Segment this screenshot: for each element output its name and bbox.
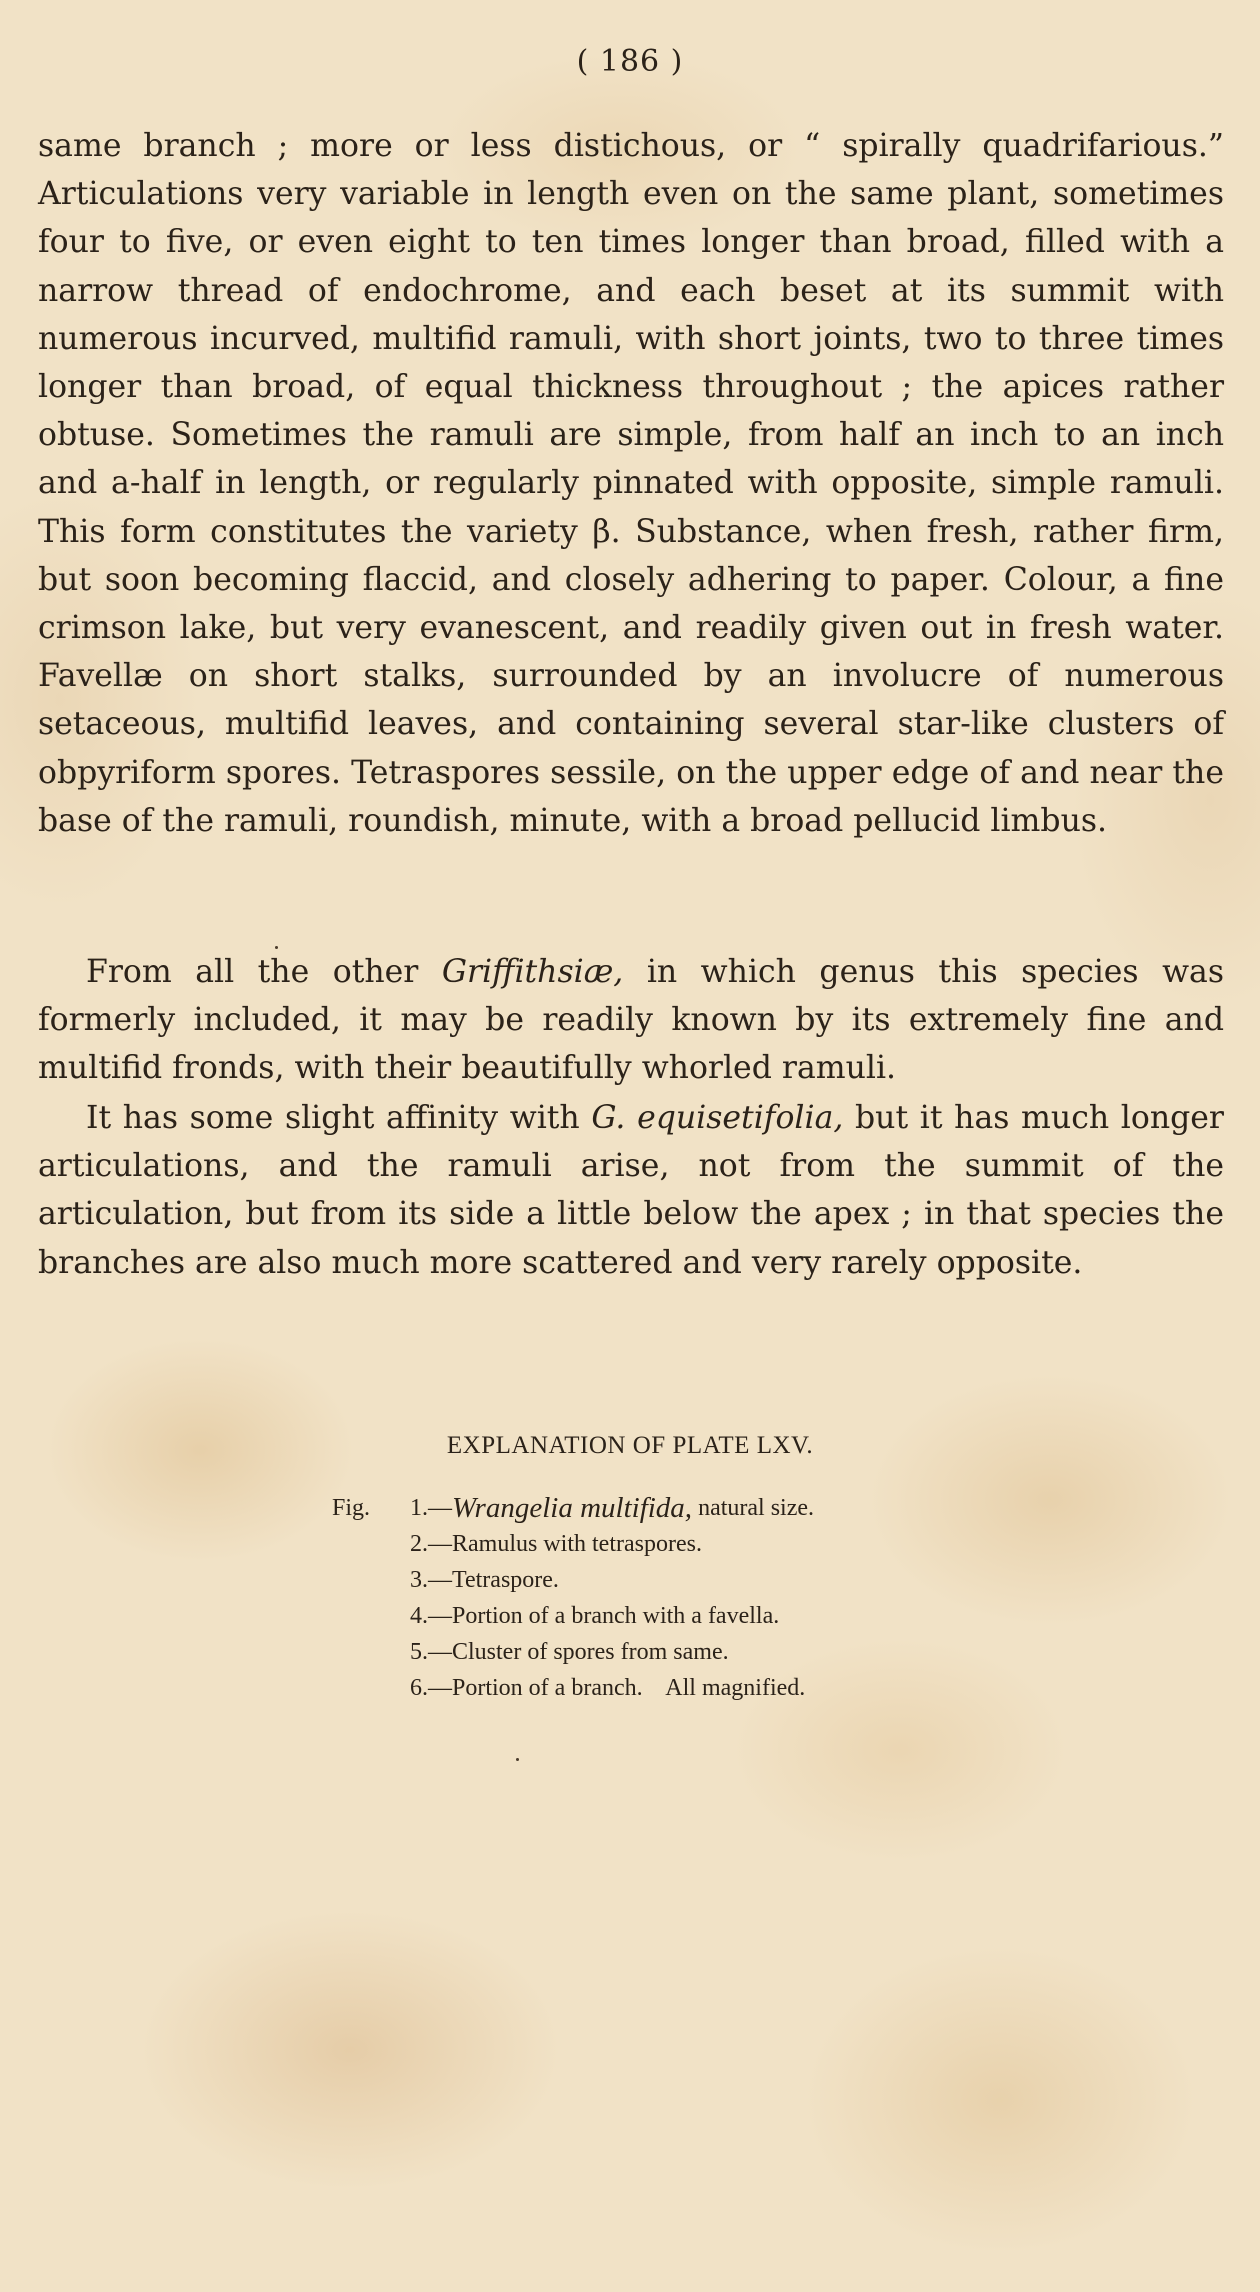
- figure-prefix: [332, 1562, 396, 1598]
- figure-prefix: Fig.: [332, 1495, 371, 1521]
- figure-item-5: [332, 1634, 814, 1670]
- paragraph-text: but it has much longer articulations, and the ramuli arise, not from the summit of the articulation, but from its side a little below the apex ; in that species the branches are also much more scattered and very rarely opposite.: [38, 1100, 1224, 1281]
- figure-dash: —: [428, 1567, 452, 1593]
- figure-prefix: [332, 1634, 396, 1670]
- figure-caption: Portion of a branch. All magnified.: [452, 1675, 806, 1701]
- ink-speck: [516, 1758, 519, 1761]
- figure-dash: —: [428, 1675, 452, 1701]
- figure-species: Wrangelia multifida,: [452, 1492, 693, 1524]
- figure-prefix: [332, 1598, 396, 1634]
- figure-number: 5.: [410, 1639, 428, 1665]
- figure-caption: Ramulus with tetraspores.: [452, 1531, 702, 1557]
- figure-number: 2.: [410, 1531, 428, 1557]
- figure-item-1: [332, 1490, 814, 1526]
- figure-prefix: [332, 1670, 396, 1706]
- paragraph-affinity: [38, 1094, 1224, 1287]
- figure-caption: Tetraspore.: [452, 1567, 559, 1593]
- figure-caption: Cluster of spores from same.: [452, 1639, 729, 1665]
- plate-explanation-heading: EXPLANATION OF PLATE LXV.: [446, 1432, 814, 1459]
- figure-caption: natural size.: [692, 1495, 815, 1521]
- figure-item-6: [332, 1670, 814, 1706]
- page-number: ( 186 ): [576, 44, 684, 79]
- figure-item-4: [332, 1598, 814, 1634]
- figure-caption: Portion of a branch with a favella.: [452, 1603, 780, 1629]
- figure-number: 3.: [410, 1567, 428, 1593]
- figure-dash: —: [428, 1603, 452, 1629]
- figure-item-3: [332, 1562, 814, 1598]
- paragraph-text: From all the other: [86, 954, 442, 990]
- paragraph-text: in which genus this species was formerly included, it may be readily known by its extremely fine and multifid fronds, with their beautifully whorled ramuli.: [38, 954, 1224, 1087]
- genus-name: Griffithsiæ,: [441, 954, 624, 990]
- species-name: G. equisetifolia,: [591, 1100, 844, 1136]
- figure-dash: —: [428, 1531, 452, 1557]
- paragraph-comparison-griffithsiae: [38, 948, 1224, 1093]
- paragraph-text: It has some slight affinity with: [86, 1100, 592, 1136]
- figure-dash: —: [428, 1639, 452, 1665]
- figure-prefix: [332, 1526, 396, 1562]
- figure-number: 4.: [410, 1603, 428, 1629]
- figure-number: 6.: [410, 1675, 428, 1701]
- figure-item-2: [332, 1526, 814, 1562]
- figure-dash: —: [428, 1495, 452, 1521]
- figure-number: 1.: [410, 1495, 428, 1521]
- paragraph-description: same branch ; more or less distichous, or “ spirally quadrifarious.” Articulations very variable in length even on the same plant, sometimes four to five, or even eight to ten times longer than broad, filled with a narrow thread of endochrome, and each beset at its summit with numerous incurved, multifid ramuli, with short joints, two to three times longer than broad, of equal thickness throughout ; the apices rather obtuse. Sometimes the ramuli are simple, from half an inch to an inch and a-half in length, or regularly pinnated with opposite, simple ramuli. This form constitutes the variety β. Substance, when fresh, rather firm, but soon becoming flaccid, and closely adhering to paper. Colour, a fine crimson lake, but very evanescent, and readily given out in fresh water. Favellæ on short stalks, surrounded by an involucre of numerous setaceous, multifid leaves, and containing several star-like clusters of obpyriform spores. Tetraspores sessile, on the upper edge of and near the base of the ramuli, roundish, minute, with a broad pellucid limbus.: [38, 128, 1224, 839]
- ink-speck: [275, 946, 278, 949]
- figure-list: [332, 1490, 814, 1706]
